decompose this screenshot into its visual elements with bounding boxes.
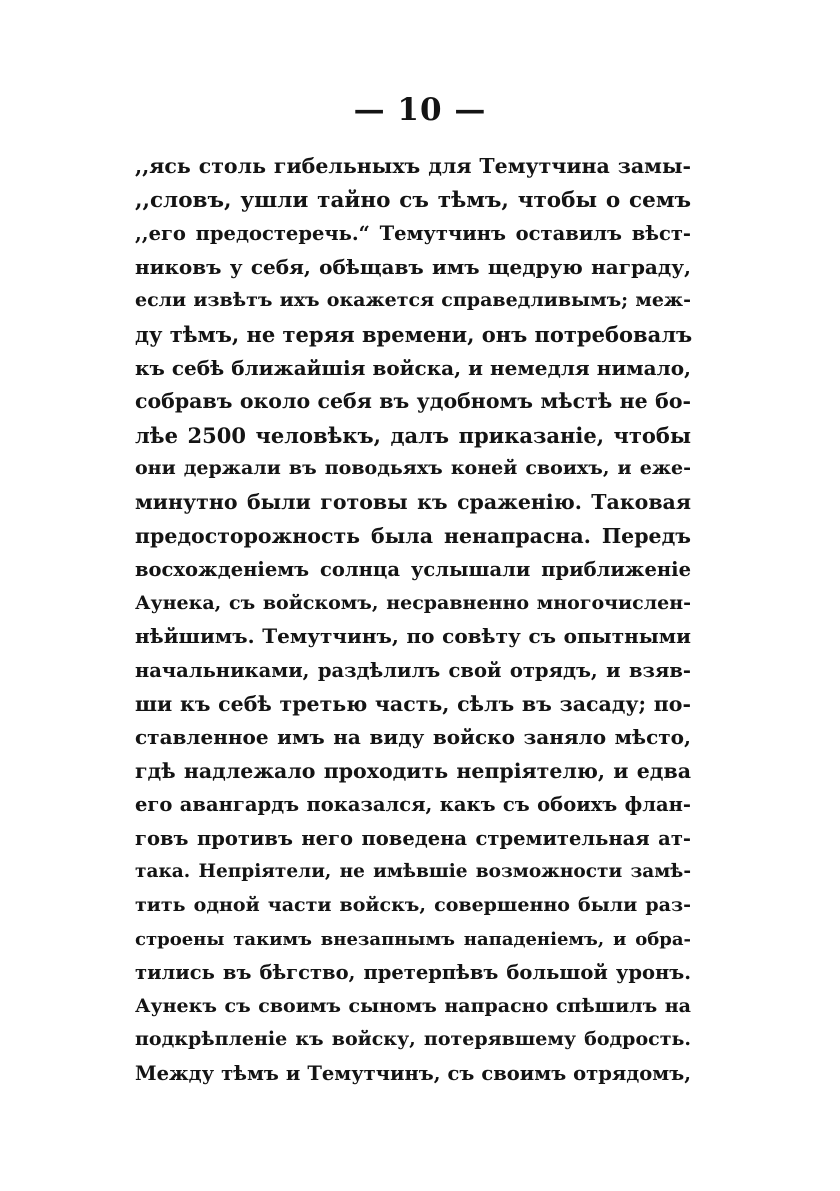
text-line: Аунекъ съ своимъ сыномъ напрасно спѣшилъ на <box>135 994 691 1017</box>
text-line: если извѣтъ ихъ окажется справедливымъ; меж- <box>135 289 691 312</box>
text-line: ,,ясь столь гибельныхъ для Темутчина замы- <box>135 154 691 178</box>
page-number: — 10 — <box>353 92 487 128</box>
text-line: тились въ бѣгство, претерпѣвъ большой уронъ. <box>135 961 691 985</box>
text-line: говъ противъ него поведена стремительная ат- <box>135 826 691 850</box>
text-line: така. Непріятели, не имѣвшіе возможности замѣ- <box>135 861 691 883</box>
body-text <box>135 150 691 1091</box>
text-line: ши къ себѣ третью часть, сѣлъ въ засаду; по- <box>135 691 691 716</box>
text-line: ду тѣмъ, не теряя времени, онъ потребовалъ <box>135 321 693 347</box>
text-line: восхожденіемъ солнца услышали приближеніе <box>135 558 691 582</box>
text-line: они держали въ поводьяхъ коней своихъ, и еже- <box>135 457 691 480</box>
text-line: ,,его предостеречь.“ Темутчинъ оставилъ вѣст- <box>135 222 691 246</box>
text-line: ,,словъ, ушли тайно съ тѣмъ, чтобы о семъ <box>135 187 691 213</box>
text-line: ставленное имъ на виду войско заняло мѣсто, <box>135 725 691 750</box>
text-line: никовъ у себя, обѣщавъ имъ щедрую награду, <box>135 254 691 279</box>
text-line: къ себѣ ближайшія войска, и немедля нимало, <box>135 355 691 380</box>
text-line: собравъ около себя въ удобномъ мѣстѣ не бо- <box>135 389 691 414</box>
text-line: минутно были готовы къ сраженію. Таковая <box>135 489 691 514</box>
text-line: начальниками, раздѣлилъ свой отрядъ, и взяв- <box>135 658 691 682</box>
text-line: гдѣ надлежало проходить непріятелю, и едва <box>135 758 691 783</box>
text-line: строены такимъ внезапнымъ нападеніемъ, и обра- <box>135 928 691 950</box>
text-line: подкрѣпленіе къ войску, потерявшему бодрость. <box>135 1028 691 1051</box>
text-line: лѣе 2500 человѣкъ, далъ приказаніе, чтобы <box>135 422 691 448</box>
text-line: нѣйшимъ. Темутчинъ, по совѣту съ опытными <box>135 624 691 649</box>
text-line: предосторожность была ненапрасна. Передъ <box>135 523 691 548</box>
text-line: Между тѣмъ и Темутчинъ, съ своимъ отрядомъ, <box>135 1062 691 1086</box>
text-line: тить одной части войскъ, совершенно были раз- <box>135 894 691 917</box>
text-line: его авангардъ показался, какъ съ обоихъ флан- <box>135 793 691 817</box>
text-line: Аунека, съ войскомъ, несравненно многочислен- <box>135 591 691 614</box>
